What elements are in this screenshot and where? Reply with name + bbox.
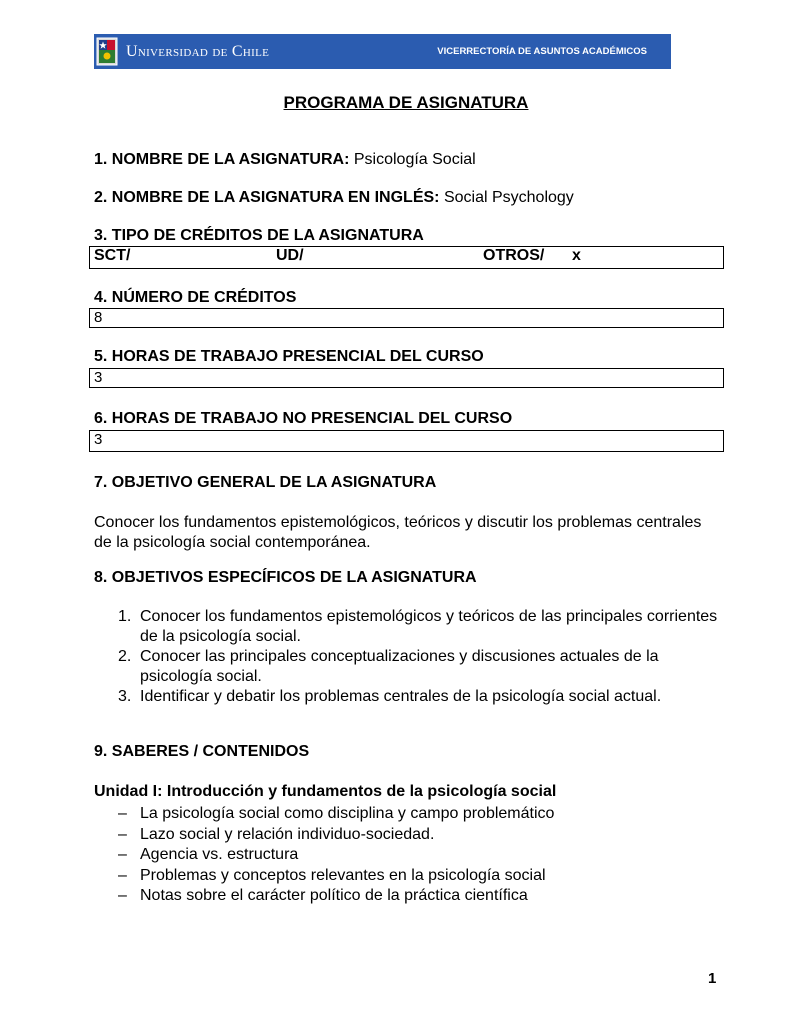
credit-type-box	[89, 246, 724, 269]
list-item: 1. Conocer los fundamentos epistemológicos y teóricos de las principales corrientes de la psicología social.	[118, 608, 718, 645]
specific-objectives-list	[118, 607, 718, 707]
section-3-label: 3. TIPO DE CRÉDITOS DE LA ASIGNATURA	[94, 227, 424, 244]
list-item: – Lazo social y relación individuo-sociedad.	[118, 825, 435, 843]
credits-box	[89, 308, 724, 328]
credit-ud: UD/	[276, 247, 304, 264]
non-presential-hours-value: 3	[94, 431, 103, 448]
section-9-label: 9. SABERES / CONTENIDOS	[94, 743, 310, 760]
credit-otros-mark: x	[572, 247, 581, 264]
section-1-value: Psicología Social	[353, 151, 476, 168]
section-1	[94, 151, 476, 169]
section-1-label: 1. NOMBRE DE LA ASIGNATURA:	[94, 151, 350, 168]
general-objective-text: Conocer los fundamentos epistemológicos, teóricos y discutir los problemas centrales de la psicología social contemporánea.	[94, 514, 702, 551]
university-crest-icon	[96, 37, 118, 66]
contents-list	[118, 804, 554, 907]
list-item: – La psicología social como disciplina y campo problemático	[118, 805, 555, 822]
non-presential-hours-box	[89, 430, 724, 452]
list-item: 3. Identificar y debatir los problemas centrales de la psicología social actual.	[118, 688, 662, 705]
page-title: PROGRAMA DE ASIGNATURA	[283, 93, 529, 112]
credit-otros: OTROS/	[483, 247, 545, 264]
section-6-label: 6. HORAS DE TRABAJO NO PRESENCIAL DEL CURSO	[94, 410, 513, 427]
section-2-label: 2. NOMBRE DE LA ASIGNATURA EN INGLÉS:	[94, 189, 440, 206]
credits-value: 8	[94, 309, 103, 326]
unit-1-title: Unidad I: Introducción y fundamentos de la psicología social	[94, 783, 557, 800]
section-8-label: 8. OBJETIVOS ESPECÍFICOS DE LA ASIGNATURA	[94, 569, 477, 586]
presential-hours-box	[89, 368, 724, 388]
section-7-label: 7. OBJETIVO GENERAL DE LA ASIGNATURA	[94, 474, 437, 491]
section-2	[94, 189, 574, 207]
list-item: – Agencia vs. estructura	[118, 846, 299, 863]
section-4-label: 4. NÚMERO DE CRÉDITOS	[94, 289, 297, 306]
list-item: – Notas sobre el carácter político de la práctica científica	[118, 887, 528, 904]
header-banner	[94, 34, 671, 69]
presential-hours-value: 3	[94, 369, 103, 386]
credit-sct: SCT/	[94, 247, 131, 264]
list-item: 2. Conocer las principales conceptualizaciones y discusiones actuales de la psicología social.	[118, 648, 659, 685]
list-item: – Problemas y conceptos relevantes en la psicología social	[118, 866, 546, 884]
section-5-label: 5. HORAS DE TRABAJO PRESENCIAL DEL CURSO	[94, 348, 484, 365]
department-name: VICERRECTORÍA DE ASUNTOS ACADÉMICOS	[437, 46, 647, 57]
university-name: Universidad de Chile	[126, 42, 270, 60]
page-number: 1	[708, 970, 717, 987]
section-2-value: Social Psychology	[443, 189, 574, 206]
